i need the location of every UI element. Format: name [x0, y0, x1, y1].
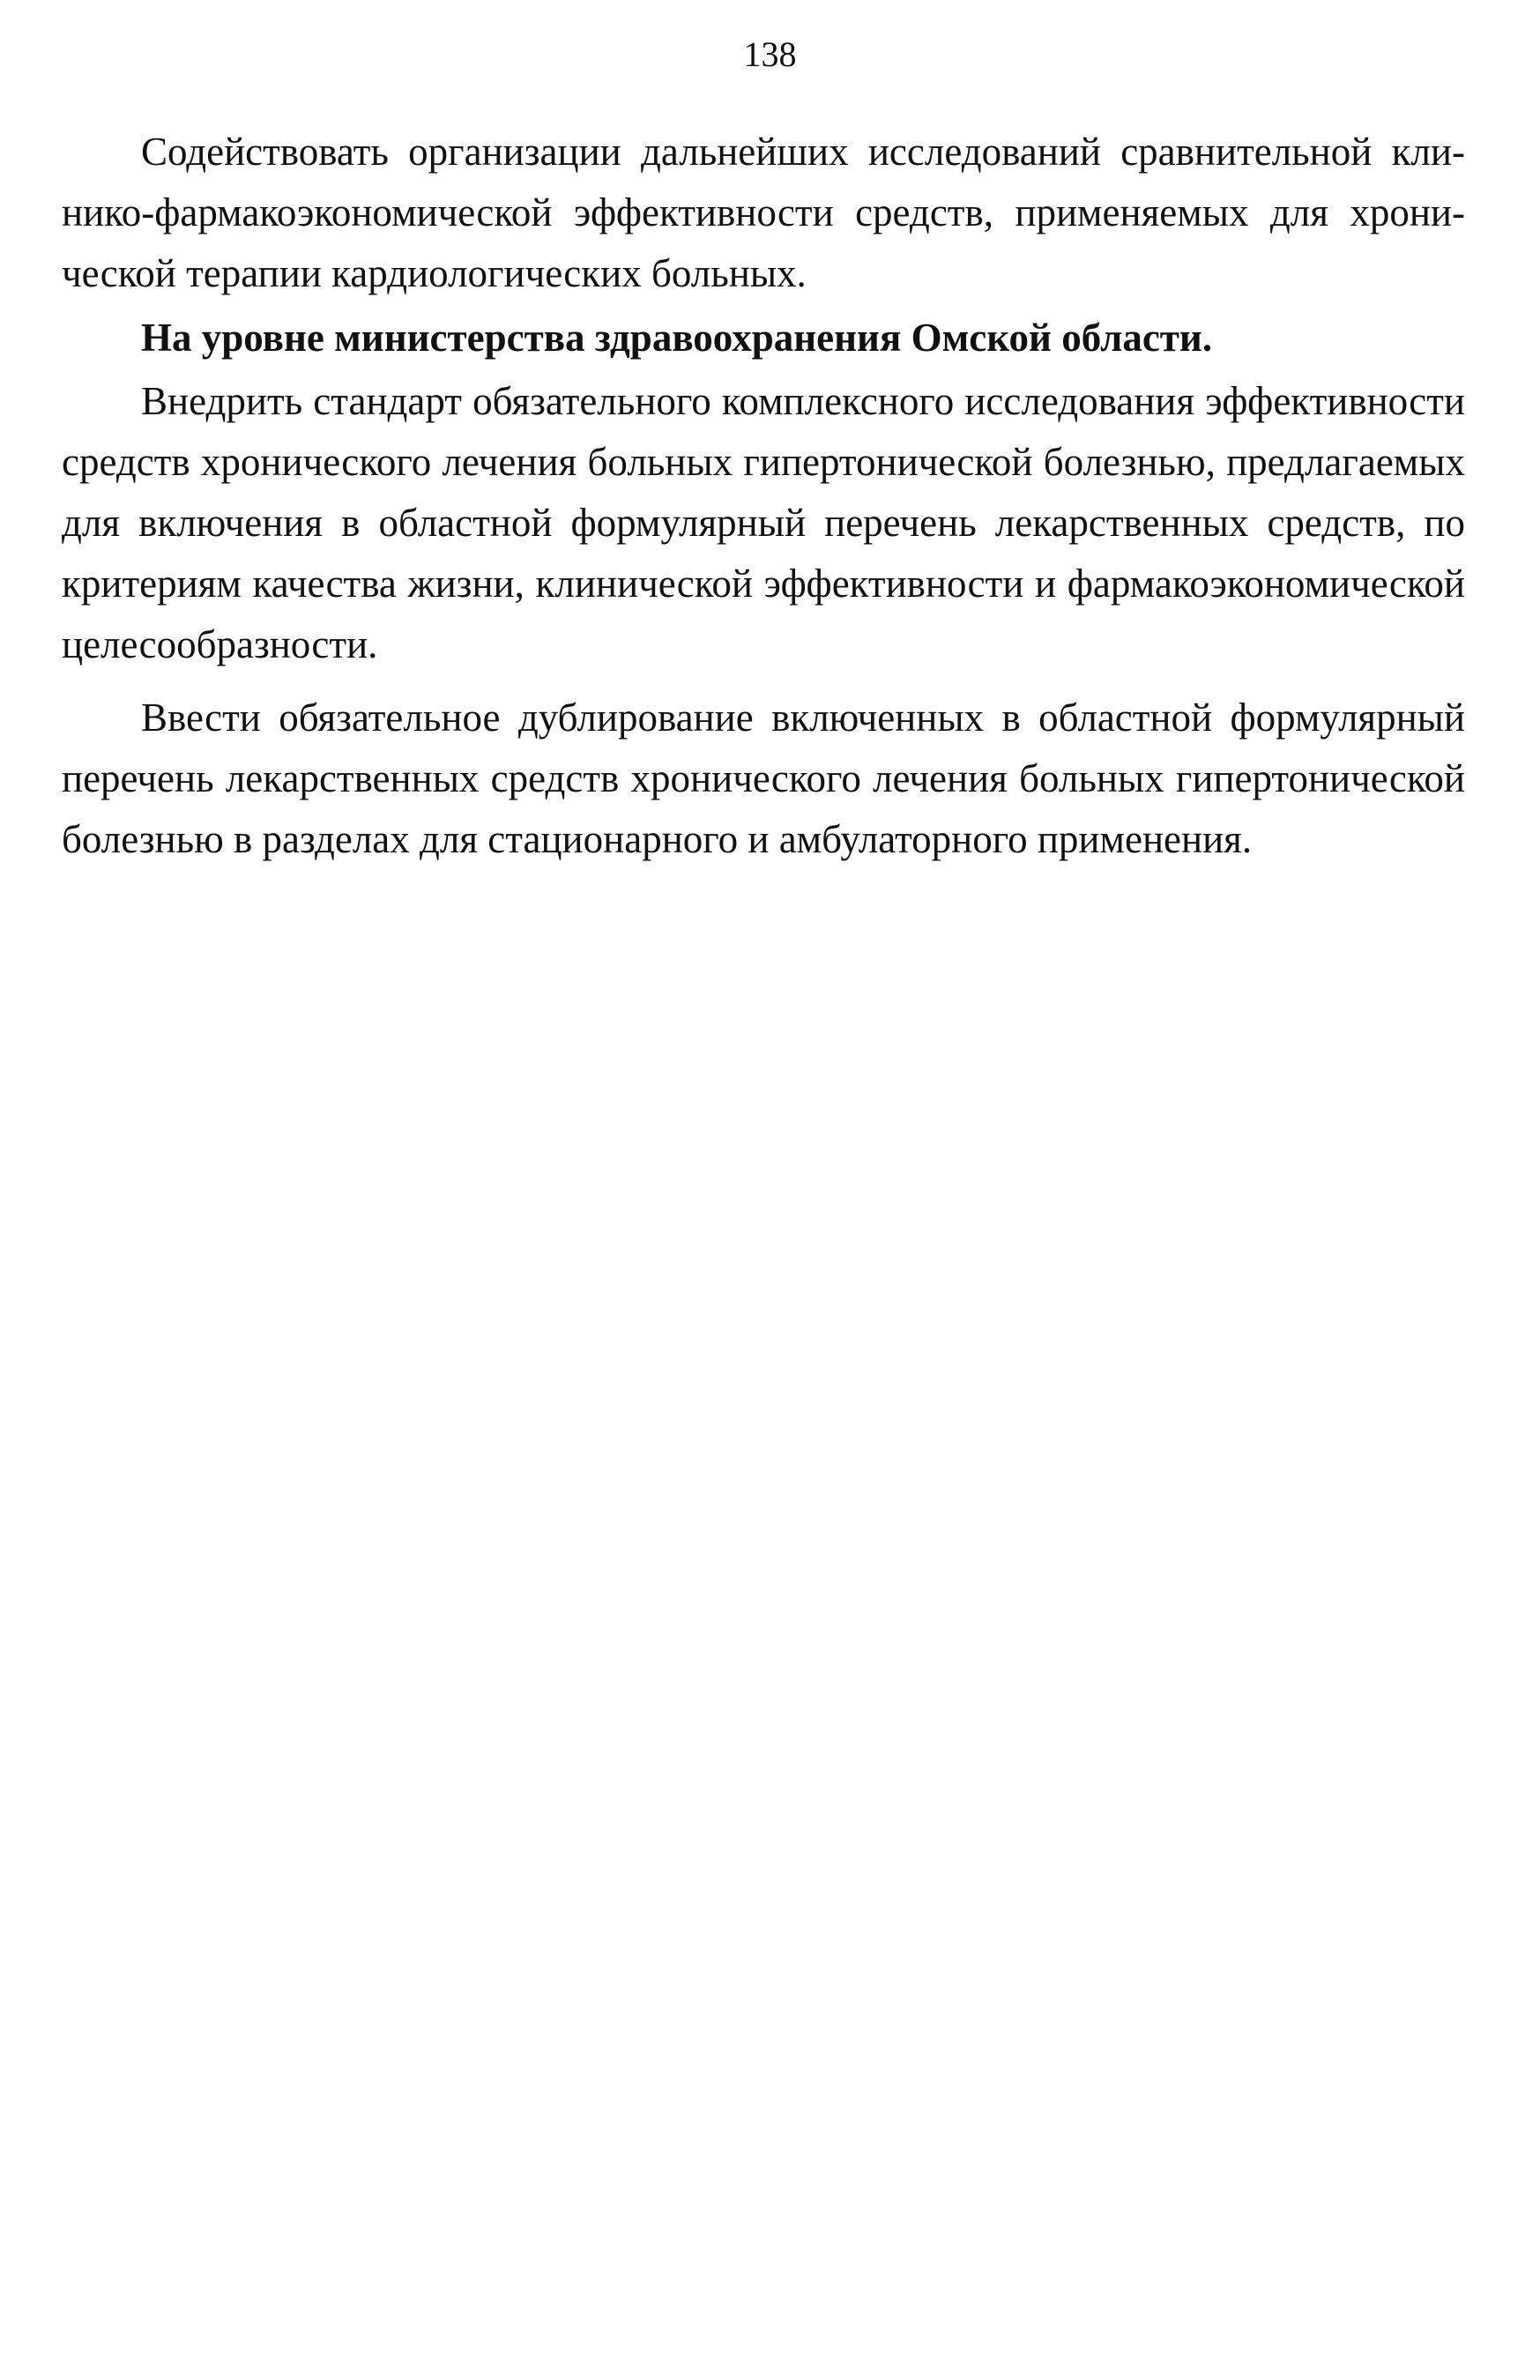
paragraph-clinical-research: Содействовать организации дальнейших исследований сравнительной клинико-фармакоэкономической эффективности средств, применяемых для хронической терапии кардиологических больных.: [62, 130, 1465, 295]
section-heading-ministry: На уровне министерства здравоохранения Омской области.: [141, 316, 1213, 360]
document-body: [62, 122, 1465, 870]
page-number: 138: [743, 34, 797, 74]
paragraph-duplication: Ввести обязательное дублирование включенных в областной формулярный перечень лекарственных средств хронического лечения больных гипертонической болезнью в разделах для стационарного и амбулаторного применения.: [62, 695, 1465, 861]
paragraph-standard-implementation: Внедрить стандарт обязательного комплексного исследования эффективности средств хронического лечения больных гипертонической болезнью, предлагаемых для включения в областной формулярный перечень лекарственных средств, по критериям качества жизни, клинической эффективности и фармакоэкономической целесообразности.: [62, 379, 1465, 666]
